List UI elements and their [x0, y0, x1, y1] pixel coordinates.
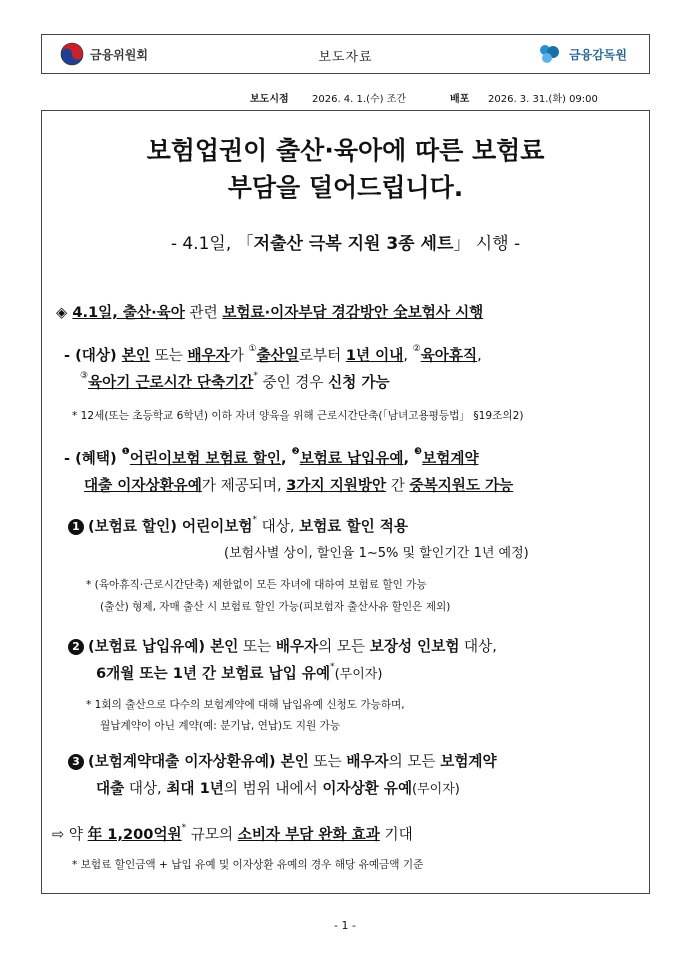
- release-header: [41, 34, 650, 74]
- page-title: [42, 132, 649, 206]
- target-a: - (대상): [64, 347, 122, 364]
- target-c: 또는: [149, 347, 188, 364]
- item2-i: (무이자): [334, 667, 383, 682]
- release-time-label: 보도시점: [250, 94, 289, 105]
- item-2-note-2: 월납계약이 아닌 계약(예: 분기납, 연납)도 지원 가능: [100, 720, 341, 732]
- subtitle: [42, 229, 649, 254]
- target-m: ,: [477, 347, 482, 364]
- target-r: 신청 가능: [328, 374, 390, 391]
- number-3-icon: 3: [68, 754, 84, 770]
- title-line-1: 보험업권이 출산·육아에 따른 보험료: [146, 136, 545, 165]
- item1-b: *: [252, 515, 257, 525]
- target-p: *: [253, 371, 258, 381]
- number-2-icon: 2: [68, 639, 84, 655]
- title-line-2: 부담을 덜어드립니다.: [227, 173, 464, 202]
- item-1-note-1: * (육아휴직·근로시간단축) 제한없이 모든 자녀에 대하여 보험료 할인 가능: [86, 579, 427, 591]
- target-l: 육아휴직: [420, 347, 478, 364]
- target-h: 로부터: [298, 347, 346, 364]
- release-time-value: 2026. 4. 1.(수) 조간: [312, 94, 407, 105]
- fsc-name: 금융위원회: [90, 47, 148, 62]
- item2-f: 대상,: [459, 638, 497, 655]
- item-1-paren: (보험사별 상이, 할인율 1~5% 및 할인기간 1년 예정): [224, 546, 529, 561]
- target-j: ,: [403, 347, 413, 364]
- benefit-j: 대출 이자상환유예: [84, 477, 202, 494]
- benefit-line-1: [64, 447, 479, 468]
- distribution-label: 배포: [450, 94, 470, 105]
- fss-emblem-icon: [537, 43, 563, 65]
- summary-c: *: [181, 823, 187, 833]
- benefit-e: ❷: [291, 447, 300, 457]
- headline-c: 보험료·이자부담 경감방안 全보험사 시행: [222, 304, 484, 321]
- item3-f: 대출: [96, 780, 125, 797]
- page-number: - 1 -: [334, 919, 356, 932]
- target-q: 중인 경우: [257, 374, 329, 391]
- benefit-f: 보험료 납입유예: [299, 450, 404, 467]
- main-content: [41, 110, 650, 894]
- item3-d: 의 모든: [388, 753, 441, 770]
- target-line-2: [80, 371, 390, 392]
- item-2-note-1: * 1회의 출산으로 다수의 보험계약에 대해 납입유예 신청도 가능하며,: [86, 699, 405, 711]
- benefit-h: ❸: [414, 447, 423, 457]
- benefit-m: 간: [386, 477, 410, 494]
- benefit-b: ❶: [121, 447, 130, 457]
- item1-c: 대상,: [256, 518, 300, 535]
- item1-a: (보험료 할인) 어린이보험: [88, 518, 253, 535]
- item2-h: *: [330, 662, 335, 672]
- item2-d: 의 모든: [318, 638, 370, 655]
- benefit-k: 가 제공되며,: [201, 477, 287, 494]
- item-2-line-2: [96, 662, 382, 683]
- item3-h: 최대 1년: [166, 780, 224, 797]
- benefit-line-2: [84, 474, 513, 495]
- item2-e: 보장성 인보험: [369, 638, 460, 655]
- item3-j: 이자상환 유예: [322, 780, 413, 797]
- item3-b: 또는: [308, 753, 347, 770]
- item1-d: 보험료 할인 적용: [299, 518, 408, 535]
- item2-a: (보험료 납입유예) 본인: [88, 638, 239, 655]
- item-1: [68, 515, 408, 536]
- benefit-i: 보험계약: [422, 450, 479, 467]
- target-k: ②: [412, 344, 421, 354]
- target-o: 육아기 근로시간 단축기간: [88, 374, 254, 391]
- target-e: 가: [229, 347, 249, 364]
- item3-i: 의 범위 내에서: [223, 780, 323, 797]
- fss-name: 금융감독원: [569, 47, 627, 62]
- item2-g: 6개월 또는 1년 간 보험료 납입 유예: [96, 665, 331, 682]
- summary-note: * 보험료 할인금액 + 납입 유예 및 이자상환 유예의 경우 해당 유예금액 기준: [72, 859, 424, 871]
- item3-k: (무이자): [412, 782, 460, 797]
- release-meta: [250, 90, 650, 105]
- item3-c: 배우자: [346, 753, 389, 770]
- item2-b: 또는: [238, 638, 276, 655]
- target-f: ①: [248, 344, 257, 354]
- summary-a: 약: [64, 826, 88, 843]
- headline-b: 관련: [184, 304, 223, 321]
- diamond-bullet-icon: ◈: [56, 304, 68, 321]
- subtitle-bold: 저출산 극복 지원 3종 세트: [253, 234, 454, 254]
- headline-a: 4.1일, 출산·육아: [72, 304, 185, 321]
- target-g: 출산일: [256, 347, 299, 364]
- item3-a: (보험계약대출 이자상환유예) 본인: [88, 753, 309, 770]
- item3-g: 대상,: [124, 780, 167, 797]
- target-note: * 12세(또는 초등학교 6학년) 이하 자녀 양육을 위해 근로시간단축(「남녀고용평등법」 §19조의2): [72, 410, 524, 422]
- target-d: 배우자: [187, 347, 230, 364]
- target-line-1: [64, 344, 482, 365]
- item-3: [68, 750, 497, 771]
- benefit-l: 3가지 지원방안: [286, 477, 387, 494]
- item-3-line-2: [96, 777, 460, 798]
- summary: [52, 823, 413, 844]
- release-type: 보도자료: [318, 50, 373, 65]
- summary-b: 年 1,200억원: [87, 826, 182, 843]
- subtitle-pre: - 4.1일, 「: [170, 234, 254, 254]
- distribution-value: 2026. 3. 31.(화) 09:00: [488, 94, 598, 105]
- headline: [56, 301, 483, 322]
- summary-d: 규모의: [186, 826, 238, 843]
- target-i: 1년 이내: [345, 347, 404, 364]
- target-b: 본인: [121, 347, 150, 364]
- benefit-c: 어린이보험 보험료 할인: [129, 450, 281, 467]
- summary-e: 소비자 부담 완화 효과: [237, 826, 380, 843]
- number-1-icon: 1: [68, 519, 84, 535]
- item-1-note-2: (출산) 형제, 자매 출산 시 보험료 할인 가능(피보험자 출산사유 할인은 제외): [100, 601, 451, 613]
- fss-logo: [537, 43, 627, 65]
- item2-c: 배우자: [275, 638, 319, 655]
- benefit-a: - (혜택): [64, 450, 122, 467]
- benefit-g: ,: [403, 450, 415, 467]
- subtitle-post: 」 시행 -: [453, 234, 521, 254]
- right-arrow-icon: ⇨: [52, 826, 65, 843]
- benefit-n: 중복지원도 가능: [409, 477, 514, 494]
- item3-e: 보험계약: [440, 753, 497, 770]
- item-2: [68, 635, 497, 656]
- benefit-d: ,: [280, 450, 292, 467]
- summary-f: 기대: [379, 826, 413, 843]
- target-n: ③: [80, 371, 89, 381]
